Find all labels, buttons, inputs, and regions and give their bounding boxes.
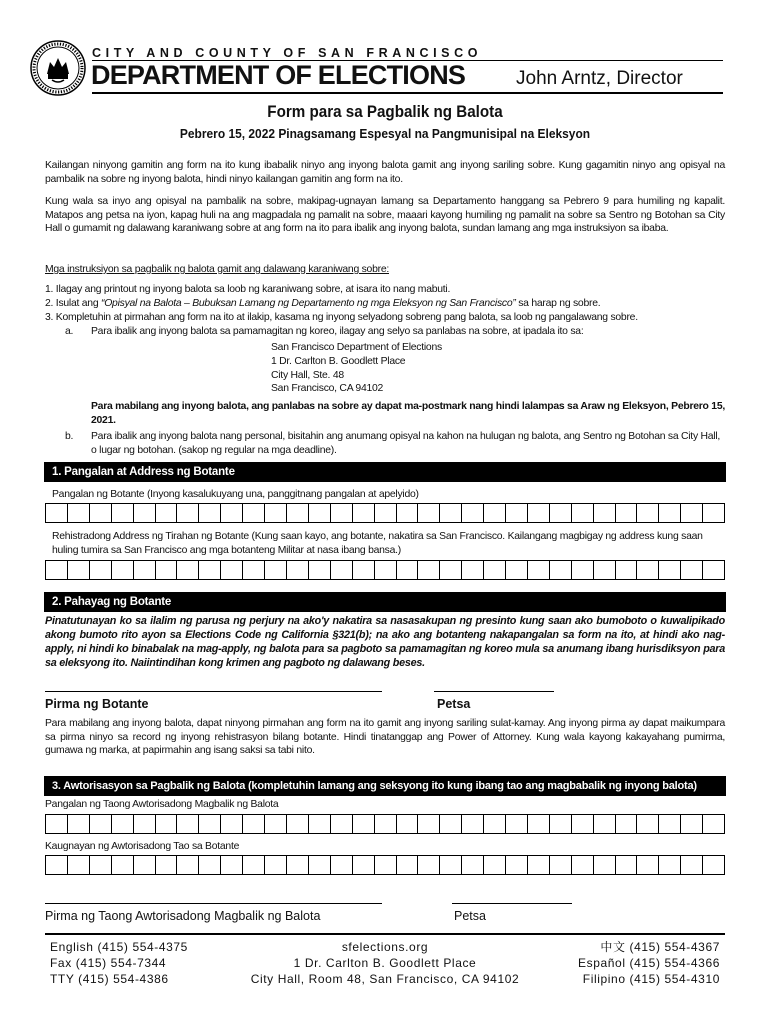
char-box[interactable] bbox=[594, 815, 616, 833]
char-box[interactable] bbox=[440, 856, 462, 874]
char-box[interactable] bbox=[331, 815, 353, 833]
char-box[interactable] bbox=[375, 561, 397, 579]
authorized-signature-line[interactable] bbox=[45, 903, 382, 904]
char-box[interactable] bbox=[418, 561, 440, 579]
char-box[interactable] bbox=[397, 815, 419, 833]
char-box[interactable] bbox=[550, 815, 572, 833]
city-county-heading: CITY AND COUNTY OF SAN FRANCISCO bbox=[92, 46, 483, 60]
char-box[interactable] bbox=[440, 815, 462, 833]
voter-date-label: Petsa bbox=[437, 697, 471, 711]
voter-declaration: Pinatutunayan ko sa ilalim ng parusa ng perjury na ako'y nakatira sa nasasakupan ng presinto kung saan ako bumoboto o kuwalipikado akong bumoto rito ayon sa Elections Code ng California §321(b); na ako ang botanteng nakapangalan sa form na ito, at hindi ako nag-apply, ni hindi ko binabalak na mag-apply, ng balota para sa pagboto sa pamamagitan ng koreo mula sa anumang ibang hurisdiksyon para sa eleksyong ito. Naiintindihan kong krimen ang pagboto ng dalawang beses. bbox=[45, 615, 725, 669]
footer-address-line: City Hall, Room 48, San Francisco, CA 94102 bbox=[250, 972, 520, 986]
instruction-a-label: a. bbox=[65, 326, 74, 337]
char-box[interactable] bbox=[703, 815, 724, 833]
char-box[interactable] bbox=[90, 815, 112, 833]
intro-paragraph-2: Kung wala sa inyo ang opisyal na pambalik na sobre, makipag-ugnayan lamang sa Departamento hanggang sa Pebrero 9 para humiling ng kapalit. Matapos ang petsa na iyon, kapag huli na ang magpadala ng pamalit na sobre, maaari kayong humiling ng pamalit na sobre sa Sentro ng Botohan sa City Hall o gumamit ng dalawang karaniwang sobre at ang form na ito para ibalik ang inyong balota, sundan lamang ang mga instruksiyon sa ibaba. bbox=[45, 196, 725, 235]
char-box[interactable] bbox=[112, 815, 134, 833]
authorized-name-label: Pangalan ng Taong Awtorisadong Magbalik ng Balota bbox=[45, 799, 279, 810]
voter-date-line[interactable] bbox=[434, 691, 554, 692]
footer-website[interactable]: sfelections.org bbox=[341, 940, 429, 954]
voter-address-label: Rehistradong Address ng Tirahan ng Botante (Kung saan kayo, ang botante, nakatira sa San Francisco. Kailangang magbigay ng address kung saan huling tumira sa San Francisco ang mga botanteng Militar at nasa ibang bansa.) bbox=[52, 531, 703, 556]
section-1-header: 1. Pangalan at Address ng Botante bbox=[44, 462, 726, 482]
char-box[interactable] bbox=[221, 504, 243, 522]
char-box[interactable] bbox=[397, 856, 419, 874]
char-box[interactable] bbox=[243, 815, 265, 833]
char-box[interactable] bbox=[659, 815, 681, 833]
char-box[interactable] bbox=[397, 504, 419, 522]
char-box[interactable] bbox=[550, 856, 572, 874]
char-box[interactable] bbox=[528, 815, 550, 833]
char-box[interactable] bbox=[616, 561, 638, 579]
char-box[interactable] bbox=[112, 504, 134, 522]
char-box[interactable] bbox=[353, 561, 375, 579]
char-box[interactable] bbox=[462, 856, 484, 874]
char-box[interactable] bbox=[199, 815, 221, 833]
char-box[interactable] bbox=[199, 856, 221, 874]
step-2-prefix: 2. Isulat ang bbox=[45, 298, 101, 309]
char-box[interactable] bbox=[156, 561, 178, 579]
char-box[interactable] bbox=[506, 856, 528, 874]
char-box[interactable] bbox=[484, 504, 506, 522]
instruction-step-2 bbox=[45, 297, 725, 311]
char-box[interactable] bbox=[68, 815, 90, 833]
char-box[interactable] bbox=[353, 504, 375, 522]
char-box[interactable] bbox=[199, 561, 221, 579]
char-box[interactable] bbox=[418, 504, 440, 522]
char-box[interactable] bbox=[309, 815, 331, 833]
char-box[interactable] bbox=[681, 815, 703, 833]
signature-note: Para mabilang ang inyong balota, dapat ninyong pirmahan ang form na ito gamit ang inyong sariling sulat-kamay. Ang inyong pirma ay dapat maikumpara sa pirma ninyo sa record ng inyong rehistrasyon bilang botante. Hindi tinatanggap ang Power of Attorney. Kung wala kayong kakayahang pumirma, gumawa ng marka, at papirmahin ang isang saksi sa tabi nito. bbox=[45, 718, 725, 757]
char-box[interactable] bbox=[528, 856, 550, 874]
char-box[interactable] bbox=[418, 815, 440, 833]
char-box[interactable] bbox=[703, 504, 724, 522]
char-box[interactable] bbox=[68, 504, 90, 522]
char-box[interactable] bbox=[703, 856, 724, 874]
footer-phone: TTY (415) 554-4386 bbox=[50, 972, 169, 986]
char-box[interactable] bbox=[199, 504, 221, 522]
char-box[interactable] bbox=[462, 561, 484, 579]
char-box[interactable] bbox=[616, 504, 638, 522]
char-box[interactable] bbox=[353, 856, 375, 874]
char-box[interactable] bbox=[506, 561, 528, 579]
instruction-step-3: 3. Kompletuhin at pirmahan ang form na ito at ilakip, kasama ng inyong selyadong sobreng pang balota, sa loob ng pangalawang sobre. bbox=[45, 312, 638, 323]
char-box[interactable] bbox=[681, 561, 703, 579]
step-2-envelope-label: “Opisyal na Balota – Bubuksan Lamang ng Departamento ng mga Eleksyon ng San Francisco” bbox=[101, 298, 516, 309]
char-box[interactable] bbox=[375, 856, 397, 874]
char-box[interactable] bbox=[331, 504, 353, 522]
char-box[interactable] bbox=[90, 504, 112, 522]
instruction-b-label: b. bbox=[65, 431, 74, 442]
relationship-label: Kaugnayan ng Awtorisadong Tao sa Botante bbox=[45, 841, 240, 852]
char-box[interactable] bbox=[484, 561, 506, 579]
footer-phone: Fax (415) 554-7344 bbox=[50, 956, 167, 970]
char-box[interactable] bbox=[112, 856, 134, 874]
char-box[interactable] bbox=[156, 815, 178, 833]
address-line: City Hall, Ste. 48 bbox=[271, 369, 344, 381]
step-2-suffix: sa harap ng sobre. bbox=[515, 298, 601, 309]
authorized-date-label: Petsa bbox=[454, 909, 486, 923]
address-line: 1 Dr. Carlton B. Goodlett Place bbox=[271, 355, 406, 367]
char-box[interactable] bbox=[309, 561, 331, 579]
char-box[interactable] bbox=[616, 856, 638, 874]
char-box[interactable] bbox=[637, 504, 659, 522]
instruction-step-1: 1. Ilagay ang printout ng inyong balota sa loob ng karaniwang sobre, at isara ito nang mabuti. bbox=[45, 284, 451, 295]
char-box[interactable] bbox=[484, 856, 506, 874]
address-line: San Francisco, CA 94102 bbox=[271, 383, 384, 395]
footer-phone: Español (415) 554-4366 bbox=[578, 956, 720, 970]
header-rule-top bbox=[92, 60, 723, 61]
char-box[interactable] bbox=[572, 815, 594, 833]
char-box[interactable] bbox=[572, 504, 594, 522]
char-box[interactable] bbox=[397, 561, 419, 579]
char-box[interactable] bbox=[309, 856, 331, 874]
char-box[interactable] bbox=[156, 856, 178, 874]
city-seal-icon bbox=[30, 40, 86, 96]
char-box[interactable] bbox=[134, 561, 156, 579]
instruction-a-text: Para ibalik ang inyong balota sa pamamagitan ng koreo, ilagay ang selyo sa panlabas na sobre, at ipadala ito sa: bbox=[91, 326, 584, 337]
voter-signature-label: Pirma ng Botante bbox=[45, 697, 149, 711]
char-box[interactable] bbox=[375, 504, 397, 522]
char-box[interactable] bbox=[265, 815, 287, 833]
char-box[interactable] bbox=[331, 561, 353, 579]
char-box[interactable] bbox=[287, 561, 309, 579]
char-box[interactable] bbox=[46, 856, 68, 874]
char-box[interactable] bbox=[616, 815, 638, 833]
char-box[interactable] bbox=[177, 815, 199, 833]
char-box[interactable] bbox=[572, 561, 594, 579]
char-box[interactable] bbox=[681, 504, 703, 522]
mailing-address bbox=[271, 341, 571, 396]
char-box[interactable] bbox=[637, 561, 659, 579]
char-box[interactable] bbox=[353, 815, 375, 833]
char-box[interactable] bbox=[177, 856, 199, 874]
section-2-header: 2. Pahayag ng Botante bbox=[44, 592, 726, 612]
char-box[interactable] bbox=[572, 856, 594, 874]
form-subtitle: Pebrero 15, 2022 Pinagsamang Espesyal na Pangmunisipal na Eleksyon bbox=[179, 126, 591, 141]
char-box[interactable] bbox=[418, 856, 440, 874]
address-line: San Francisco Department of Elections bbox=[271, 342, 442, 353]
footer-address bbox=[235, 939, 535, 987]
char-box[interactable] bbox=[440, 561, 462, 579]
char-box[interactable] bbox=[46, 561, 68, 579]
char-box[interactable] bbox=[681, 856, 703, 874]
char-box[interactable] bbox=[243, 561, 265, 579]
char-box[interactable] bbox=[221, 561, 243, 579]
char-box[interactable] bbox=[659, 561, 681, 579]
char-box[interactable] bbox=[594, 856, 616, 874]
char-box[interactable] bbox=[462, 815, 484, 833]
char-box[interactable] bbox=[528, 504, 550, 522]
char-box[interactable] bbox=[112, 561, 134, 579]
footer-address-line: 1 Dr. Carlton B. Goodlett Place bbox=[293, 956, 477, 970]
authorized-date-line[interactable] bbox=[452, 903, 572, 904]
char-box[interactable] bbox=[287, 856, 309, 874]
footer-phone: Filipino (415) 554-4310 bbox=[582, 972, 720, 986]
char-box[interactable] bbox=[287, 815, 309, 833]
char-box[interactable] bbox=[506, 504, 528, 522]
char-box[interactable] bbox=[331, 856, 353, 874]
form-title: Form para sa Pagbalik ng Balota bbox=[267, 103, 503, 121]
char-box[interactable] bbox=[68, 561, 90, 579]
char-box[interactable] bbox=[528, 561, 550, 579]
department-heading: DEPARTMENT OF ELECTIONS bbox=[91, 60, 466, 90]
char-box[interactable] bbox=[156, 504, 178, 522]
char-box[interactable] bbox=[243, 856, 265, 874]
char-box[interactable] bbox=[594, 504, 616, 522]
footer-phone: English (415) 554-4375 bbox=[50, 940, 188, 954]
char-box[interactable] bbox=[68, 856, 90, 874]
char-box[interactable] bbox=[550, 504, 572, 522]
char-box[interactable] bbox=[637, 815, 659, 833]
section-3-header: 3. Awtorisasyon sa Pagbalik ng Balota (kompletuhin lamang ang seksyong ito kung ibang tao ang magbabalik ng inyong balota) bbox=[44, 776, 726, 796]
char-box[interactable] bbox=[484, 815, 506, 833]
char-box[interactable] bbox=[243, 504, 265, 522]
char-box[interactable] bbox=[506, 815, 528, 833]
authorized-name-boxes[interactable] bbox=[45, 814, 725, 834]
char-box[interactable] bbox=[134, 815, 156, 833]
char-box[interactable] bbox=[375, 815, 397, 833]
char-box[interactable] bbox=[265, 856, 287, 874]
char-box[interactable] bbox=[594, 561, 616, 579]
char-box[interactable] bbox=[287, 504, 309, 522]
char-box[interactable] bbox=[46, 504, 68, 522]
footer-phones-right bbox=[520, 939, 720, 987]
char-box[interactable] bbox=[177, 504, 199, 522]
footer-rule bbox=[45, 933, 725, 935]
char-box[interactable] bbox=[177, 561, 199, 579]
char-box[interactable] bbox=[90, 561, 112, 579]
char-box[interactable] bbox=[440, 504, 462, 522]
footer-phone: 中文 (415) 554-4367 bbox=[600, 940, 720, 954]
char-box[interactable] bbox=[703, 561, 724, 579]
char-box[interactable] bbox=[659, 504, 681, 522]
intro-paragraph-1: Kailangan ninyong gamitin ang form na ito kung ibabalik ninyo ang inyong balota gamit ang inyong sariling sobre. Kung gagamitin ninyo ang opisyal na pambalik na sobre ng inyong balota, hindi ninyo kailangan gamitin ang form na ito. bbox=[45, 160, 725, 185]
voter-name-label: Pangalan ng Botante (Inyong kasalukuyang una, panggitnang pangalan at apelyido) bbox=[52, 489, 419, 500]
char-box[interactable] bbox=[309, 504, 331, 522]
char-box[interactable] bbox=[659, 856, 681, 874]
char-box[interactable] bbox=[462, 504, 484, 522]
voter-address-boxes[interactable] bbox=[45, 560, 725, 580]
authorized-signature-label: Pirma ng Taong Awtorisadong Magbalik ng Balota bbox=[45, 909, 321, 923]
voter-name-boxes[interactable] bbox=[45, 503, 725, 523]
instructions-heading: Mga instruksiyon sa pagbalik ng balota gamit ang dalawang karaniwang sobre: bbox=[45, 264, 389, 275]
char-box[interactable] bbox=[221, 856, 243, 874]
postmark-notice: Para mabilang ang inyong balota, ang panlabas na sobre ay dapat ma-postmark nang hindi lalampas sa Araw ng Eleksyon, Pebrero 15, 2021. bbox=[91, 401, 725, 426]
char-box[interactable] bbox=[550, 561, 572, 579]
voter-signature-line[interactable] bbox=[45, 691, 382, 692]
header-rule-bottom bbox=[92, 92, 723, 94]
char-box[interactable] bbox=[46, 815, 68, 833]
char-box[interactable] bbox=[134, 504, 156, 522]
footer-phones-left bbox=[50, 939, 188, 987]
char-box[interactable] bbox=[221, 815, 243, 833]
char-box[interactable] bbox=[265, 561, 287, 579]
char-box[interactable] bbox=[134, 856, 156, 874]
instruction-b-text: Para ibalik ang inyong balota nang personal, bisitahin ang anumang opisyal na kahon na hulugan ng balota, ang Sentro ng Botohan sa City Hall, o lugar ng botohan. (sakop ng regular na mga deadline). bbox=[91, 431, 721, 456]
char-box[interactable] bbox=[265, 504, 287, 522]
director-name: John Arntz, Director bbox=[516, 68, 683, 89]
relationship-boxes[interactable] bbox=[45, 855, 725, 875]
char-box[interactable] bbox=[90, 856, 112, 874]
char-box[interactable] bbox=[637, 856, 659, 874]
